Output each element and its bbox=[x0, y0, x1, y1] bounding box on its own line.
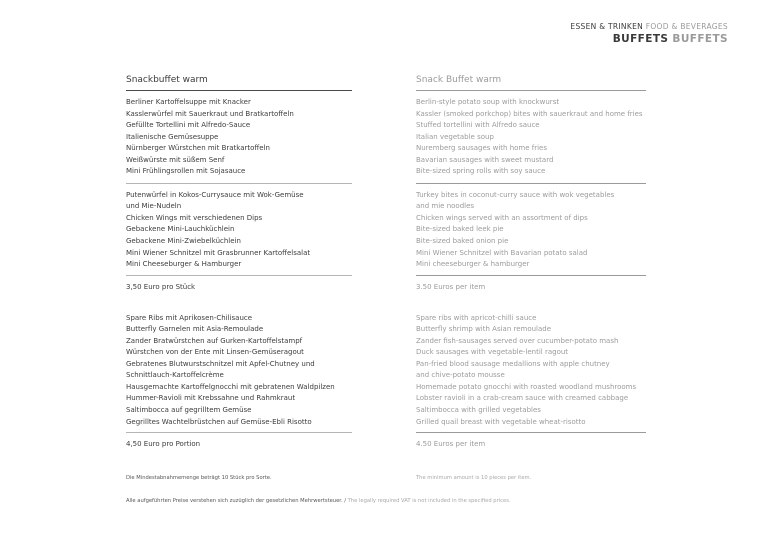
menu-item: Butterfly shrimp with Asian remoulade bbox=[416, 325, 552, 334]
menu-item: Pan-fried blood sausage medallions with apple chutney bbox=[416, 359, 610, 368]
menu-item: Butterfly Garnelen mit Asia-Remoulade bbox=[126, 325, 264, 334]
menu-item: Zander Bratwürstchen auf Gurken-Kartoffelstampf bbox=[126, 336, 303, 345]
item-group-2-en bbox=[416, 190, 646, 271]
menu-item: Lobster ravioli in a crab-cream sauce with creamed cabbage bbox=[416, 394, 629, 403]
page-header bbox=[570, 22, 728, 46]
menu-item: Italienische Gemüsesuppe bbox=[126, 132, 219, 141]
divider bbox=[416, 183, 646, 184]
menu-item: Mini Cheeseburger & Hamburger bbox=[126, 260, 242, 269]
menu-title-de: Snackbuffet warm bbox=[126, 75, 208, 85]
vat-note-en: The legally required VAT is not included in the specified prices. bbox=[347, 498, 511, 504]
menu-item: Berlin-style potato soup with knockwurst bbox=[416, 98, 560, 106]
divider bbox=[126, 275, 352, 276]
menu-item: Gebackene Mini-Zwiebelküchlein bbox=[126, 237, 241, 246]
menu-item: Saltimbocca with grilled vegetables bbox=[416, 406, 541, 415]
menu-item: Grilled quail breast with vegetable wheat-risotto bbox=[416, 417, 586, 426]
menu-item: Nürnberger Würstchen mit Bratkartoffeln bbox=[126, 144, 270, 153]
menu-item: Bavarian sausages with sweet mustard bbox=[416, 155, 554, 164]
menu-item: Kasslerwürfel mit Sauerkraut und Bratkartoffeln bbox=[126, 109, 294, 118]
divider bbox=[126, 90, 352, 91]
price-per-portion-de: 4,50 Euro pro Portion bbox=[126, 440, 201, 449]
divider bbox=[416, 90, 646, 91]
menu-item: und Mie-Nudeln bbox=[126, 202, 182, 211]
menu-item: Gefüllte Tortellini mit Alfredo-Sauce bbox=[126, 121, 251, 130]
divider bbox=[416, 275, 646, 276]
menu-item: Chicken Wings mit verschiedenen Dips bbox=[126, 213, 263, 222]
menu-item: Würstchen von der Ente mit Linsen-Gemüseragout bbox=[126, 348, 304, 357]
menu-item: Chicken wings served with an assortment of dips bbox=[416, 213, 588, 222]
menu-item: and mie noodles bbox=[416, 202, 475, 211]
divider bbox=[126, 432, 352, 433]
item-group-1-de bbox=[126, 97, 352, 178]
divider bbox=[416, 432, 646, 433]
menu-item: Mini Wiener Schnitzel mit Grasbrunner Kartoffelsalat bbox=[126, 248, 311, 257]
page-title-en: BUFFETS bbox=[672, 33, 728, 45]
menu-item: Nuremberg sausages with home fries bbox=[416, 144, 548, 153]
menu-item: Stuffed tortellini with Alfredo sauce bbox=[416, 121, 540, 130]
page-title bbox=[570, 32, 728, 46]
menu-item: Saltimbocca auf gegrilltem Gemüse bbox=[126, 406, 252, 415]
menu-item: Gegrilltes Wachtelbrüstchen auf Gemüse-Ebli Risotto bbox=[126, 417, 312, 426]
english-column bbox=[416, 74, 646, 450]
page-title-de: BUFFETS bbox=[612, 33, 669, 45]
menu-item: Gebratenes Blutwurstschnitzel mit Apfel-Chutney und bbox=[126, 359, 315, 368]
menu-item: Gebackene Mini-Lauchküchlein bbox=[126, 225, 235, 234]
menu-item: Homemade potato gnocchi with roasted woodland mushrooms bbox=[416, 382, 637, 391]
menu-item: Berliner Kartoffelsuppe mit Knacker bbox=[126, 98, 251, 106]
item-group-3-en bbox=[416, 313, 646, 428]
minimum-order-note-de: Die Mindestabnahmemenge beträgt 10 Stück pro Sorte. bbox=[126, 475, 272, 481]
menu-item: Hummer-Ravioli mit Krebssahne und Rahmkraut bbox=[126, 394, 296, 403]
menu-item: Spare Ribs mit Aprikosen-Chilisauce bbox=[126, 313, 253, 322]
menu-item: Kassler (smoked porkchop) bites with sauerkraut and home fries bbox=[416, 109, 643, 118]
menu-item: Putenwürfel in Kokos-Currysauce mit Wok-Gemüse bbox=[126, 190, 304, 199]
price-per-portion-en: 4.50 Euros per item bbox=[416, 440, 486, 449]
menu-item: Italian vegetable soup bbox=[416, 132, 494, 141]
menu-title-en: Snack Buffet warm bbox=[416, 75, 502, 85]
menu-item: Spare ribs with apricot-chilli sauce bbox=[416, 313, 537, 322]
vat-footer bbox=[126, 497, 511, 505]
item-group-3-de bbox=[126, 313, 352, 428]
divider bbox=[126, 183, 352, 184]
menu-item: and chive-potato mousse bbox=[416, 371, 505, 380]
minimum-order-note-en: The minimum amount is 10 pieces per item. bbox=[416, 475, 532, 481]
section-label bbox=[570, 22, 728, 32]
vat-note-de: Alle aufgeführten Preise verstehen sich zuzüglich der gesetzlichen Mehrwertsteuer. / bbox=[126, 498, 346, 504]
price-per-piece-de: 3,50 Euro pro Stück bbox=[126, 282, 196, 291]
menu-item: Bite-sized baked onion pie bbox=[416, 237, 509, 246]
section-label-de: ESSEN & TRINKEN bbox=[570, 22, 644, 31]
item-group-2-de bbox=[126, 190, 352, 271]
menu-item: Turkey bites in coconut-curry sauce with wok vegetables bbox=[416, 190, 615, 199]
menu-item: Zander fish-sausages served over cucumber-potato mash bbox=[416, 336, 619, 345]
menu-item: Bite-sized baked leek pie bbox=[416, 225, 504, 234]
menu-item: Weißwürste mit süßem Senf bbox=[126, 155, 225, 164]
section-label-en: FOOD & BEVERAGES bbox=[645, 22, 728, 31]
menu-item: Mini Frühlingsrollen mit Sojasauce bbox=[126, 167, 246, 176]
menu-item: Hausgemachte Kartoffelgnocchi mit gebratenen Waldpilzen bbox=[126, 382, 335, 391]
price-per-piece-en: 3.50 Euros per item bbox=[416, 282, 486, 291]
menu-item: Mini cheeseburger & hamburger bbox=[416, 260, 530, 269]
menu-item: Schnittlauch-Kartoffelcrème bbox=[126, 371, 224, 380]
item-group-1-en bbox=[416, 97, 646, 178]
german-column bbox=[126, 74, 352, 450]
menu-item: Duck sausages with vegetable-lentil ragout bbox=[416, 348, 569, 357]
menu-item: Mini Wiener Schnitzel with Bavarian potato salad bbox=[416, 248, 588, 257]
menu-item: Bite-sized spring rolls with soy sauce bbox=[416, 167, 546, 176]
